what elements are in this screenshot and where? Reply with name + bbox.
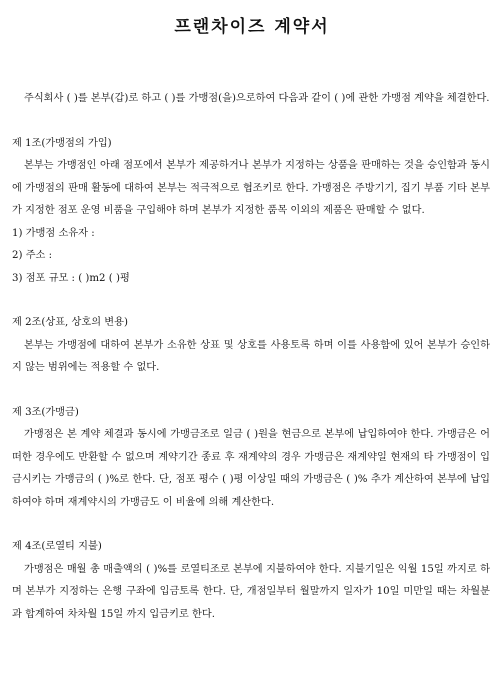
article-paragraph: 가맹점은 매월 총 매출액의 ( )%를 로열티조로 본부에 지불하여야 한다. 지불기일은 익월 15일 까지로 하며 본부가 지정하는 은행 구좌에 입금토록 한다. 단, 개점일부터 월말까지 일자가 10일 미만일 때는 차월분과 합계하여 차차월 15일 까지 입금키로 한다. (12, 563, 490, 620)
article-title: 제 1조(가맹점의 가입) (12, 137, 112, 149)
list-item: 1) 가맹점 소유자 : (12, 227, 95, 239)
article-1 (12, 133, 490, 291)
article-paragraph: 본부는 가맹점에 대하여 본부가 소유한 상표 및 상호를 사용토록 하며 이를 사용함에 있어 본부가 승인하지 않는 범위에는 적용할 수 없다. (12, 339, 490, 373)
article-3 (12, 402, 490, 515)
article-title: 제 4조(로열티 지불) (12, 541, 102, 552)
article-2 (12, 312, 490, 380)
document-body (12, 88, 490, 626)
list-item: 2) 주소 : (12, 250, 53, 261)
list-item: 3) 점포 규모 : ( )m2 ( )평 (12, 272, 130, 284)
article-title: 제 2조(상표, 상호의 변용) (12, 317, 128, 328)
article-paragraph: 가맹점은 본 계약 체결과 동시에 가맹금조로 일금 ( )원을 현금으로 본부에 납입하여야 한다. 가맹금은 어떠한 경우에도 반환할 수 없으며 계약기간 종료 후 재계약의 경우 가맹금은 재계약일 현재의 타 가맹점이 입금시키는 가맹금의 ( )%로 한다. 단, 점포 평수 ( )평 이상일 때의 가맹금은 ( )% 추가 계산하여 본부에 납입하여야 하며 재계약시의 가맹금도 이 비율에 의해 계산한다. (12, 429, 490, 508)
article-title: 제 3조(가맹금) (12, 406, 79, 418)
article-paragraph: 본부는 가맹점인 아래 점포에서 본부가 제공하거나 본부가 지정하는 상품을 판매하는 것을 승인함과 동시에 가맹점의 판매 활동에 대하여 본부는 적극적으로 협조키로 한다. 가맹점은 주방기기, 집기 부품 기타 본부가 지정한 점포 운영 비품을 구입해야 하며 본부가 지정한 품목 이외의 제품은 판매할 수 없다. (12, 160, 490, 216)
document-title: 프랜차이즈 계약서 (174, 17, 330, 37)
intro-paragraph: 주식회사 ( )를 본부(갑)로 하고 ( )를 가맹점(을)으로하여 다음과 같이 ( )에 관한 가맹점 계약을 체결한다. (24, 93, 490, 104)
article-4 (12, 536, 490, 626)
